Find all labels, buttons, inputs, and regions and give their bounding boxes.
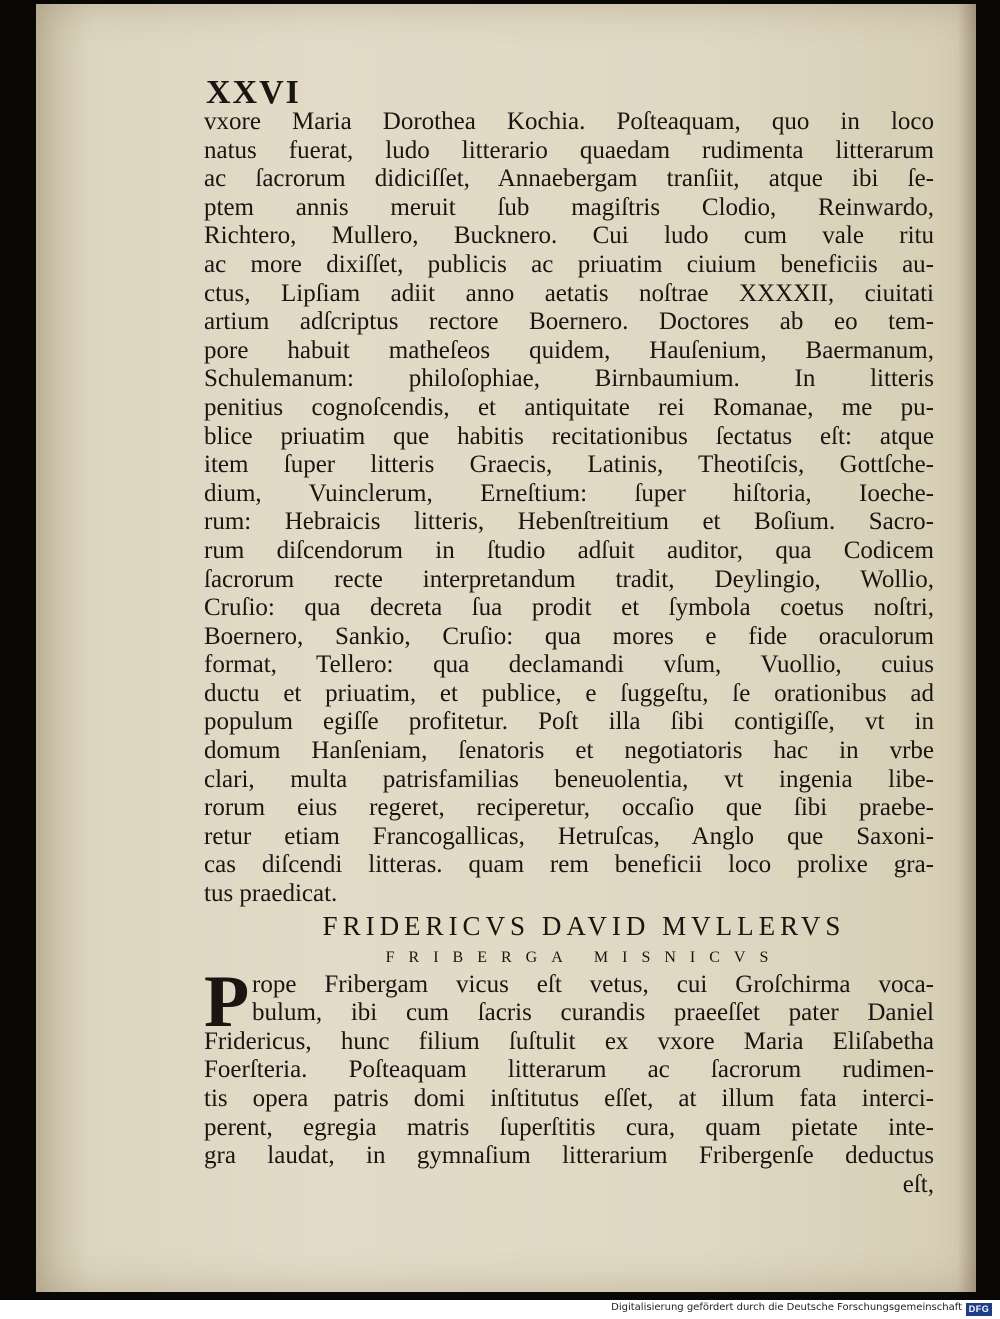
text-line: Schulemanum: philoſophiae, Birnbaumium. In litteris	[204, 365, 934, 393]
paragraph-top	[204, 108, 934, 909]
text-line: ac ſacrorum didiciſſet, Annaebergam tranſiit, atque ibi ſe-	[204, 165, 934, 193]
paragraph-bottom	[204, 960, 934, 1200]
dfg-logo-icon: DFG	[966, 1303, 992, 1316]
text-block	[204, 74, 934, 1199]
text-line: tus praedicat.	[204, 880, 338, 908]
text-line: rope Fribergam vicus eſt vetus, cui Groſchirma voca-	[252, 970, 934, 998]
text-line: format, Tellero: qua declamandi vſum, Vuollio, cuius	[204, 651, 934, 679]
text-line: domum Hanſeniam, ſenatoris et negotiatoris hac in vrbe	[204, 737, 934, 765]
text-line: rum: Hebraicis litteris, Hebenſtreitium et Boſium. Sacro-	[204, 508, 934, 536]
text-line: natus fuerat, ludo litterario quaedam rudimenta litterarum	[204, 136, 934, 164]
text-line: penitius cognoſcendis, et antiquitate rei Romanae, me pu-	[204, 393, 934, 421]
catchword: eſt,	[902, 1170, 934, 1198]
book-page	[36, 4, 976, 1292]
page-spine-shadow	[958, 4, 976, 1292]
text-line: pore habuit matheſeos quidem, Hauſenium, Baermanum,	[204, 336, 934, 364]
text-line: retur etiam Francogallicas, Hetruſcas, Anglo que Saxoni-	[204, 822, 934, 850]
drop-initial: P	[204, 960, 250, 1043]
text-line: bulum, ibi cum ſacris curandis praeeſſet pater Daniel	[252, 999, 934, 1027]
text-line: ctus, Lipſiam adiit anno aetatis noſtrae XXXXII, ciuitati	[204, 279, 934, 307]
text-line: vxore Maria Dorothea Kochia. Poſteaquam, quo in loco	[204, 108, 934, 135]
text-line: ptem annis meruit ſub magiſtris Clodio, Reinwardo,	[204, 193, 934, 221]
funding-credit: Digitalisierung gefördert durch die Deutsche Forschungsgemeinschaft	[611, 1302, 962, 1313]
text-line: Cruſio: qua decreta ſua prodit et ſymbola coetus noſtri,	[204, 594, 934, 622]
text-line: gra laudat, in gymnaſium litterarium Fribergenſe deductus	[204, 1142, 934, 1170]
text-line: Richtero, Mullero, Bucknero. Cui ludo cum vale ritu	[204, 222, 934, 250]
text-line: perent, egregia matris ſuperſtitis cura, quam pietate inte-	[204, 1113, 934, 1141]
text-line: rorum eius regeret, reciperetur, occaſio que ſibi praebe-	[204, 794, 934, 822]
text-line: artium adſcriptus rectore Boernero. Doctores ab eo tem-	[204, 308, 934, 336]
footer-bar	[0, 1300, 1000, 1319]
text-line: clari, multa patrisfamilias beneuolentia, vt ingenia libe-	[204, 765, 934, 793]
text-line: Boernero, Sankio, Cruſio: qua mores e fide oraculorum	[204, 622, 934, 650]
text-line: tis opera patris domi inſtitutus eſſet, at illum fata interci-	[204, 1085, 934, 1112]
page-number: XXVI	[206, 74, 301, 111]
text-line: blice priuatim que habitis recitationibus ſectatus eſt: atque	[204, 422, 934, 450]
text-line: populum egiſſe profitetur. Poſt illa ſibi contigiſſe, vt in	[204, 708, 934, 736]
text-line: dium, Vuinclerum, Erneſtium: ſuper hiſtoria, Ioeche-	[204, 479, 934, 507]
text-line: rum diſcendorum in ſtudio adſuit auditor, qua Codicem	[204, 536, 934, 564]
text-line: Fridericus, hunc filium ſuſtulit ex vxore Maria Eliſabetha	[204, 1027, 934, 1055]
section-heading: FRIDERICVS DAVID MVLLERVS	[322, 910, 846, 941]
section-subheading: FRIBERGA MISNICVS	[385, 948, 783, 966]
text-line: item ſuper litteris Graecis, Latinis, Theotiſcis, Gottſche-	[204, 451, 934, 479]
text-line: ductu et priuatim, et publice, e ſuggeſtu, ſe orationibus ad	[204, 679, 934, 707]
text-line: Foerſteria. Poſteaquam litterarum ac ſacrorum rudimen-	[204, 1056, 934, 1084]
text-line: cas diſcendi litteras. quam rem beneficii loco prolixe gra-	[204, 851, 934, 879]
text-line: ſacrorum recte interpretandum tradit, Deylingio, Wollio,	[204, 565, 934, 593]
text-line: ac more dixiſſet, publicis ac priuatim ciuium beneficiis au-	[204, 250, 934, 278]
